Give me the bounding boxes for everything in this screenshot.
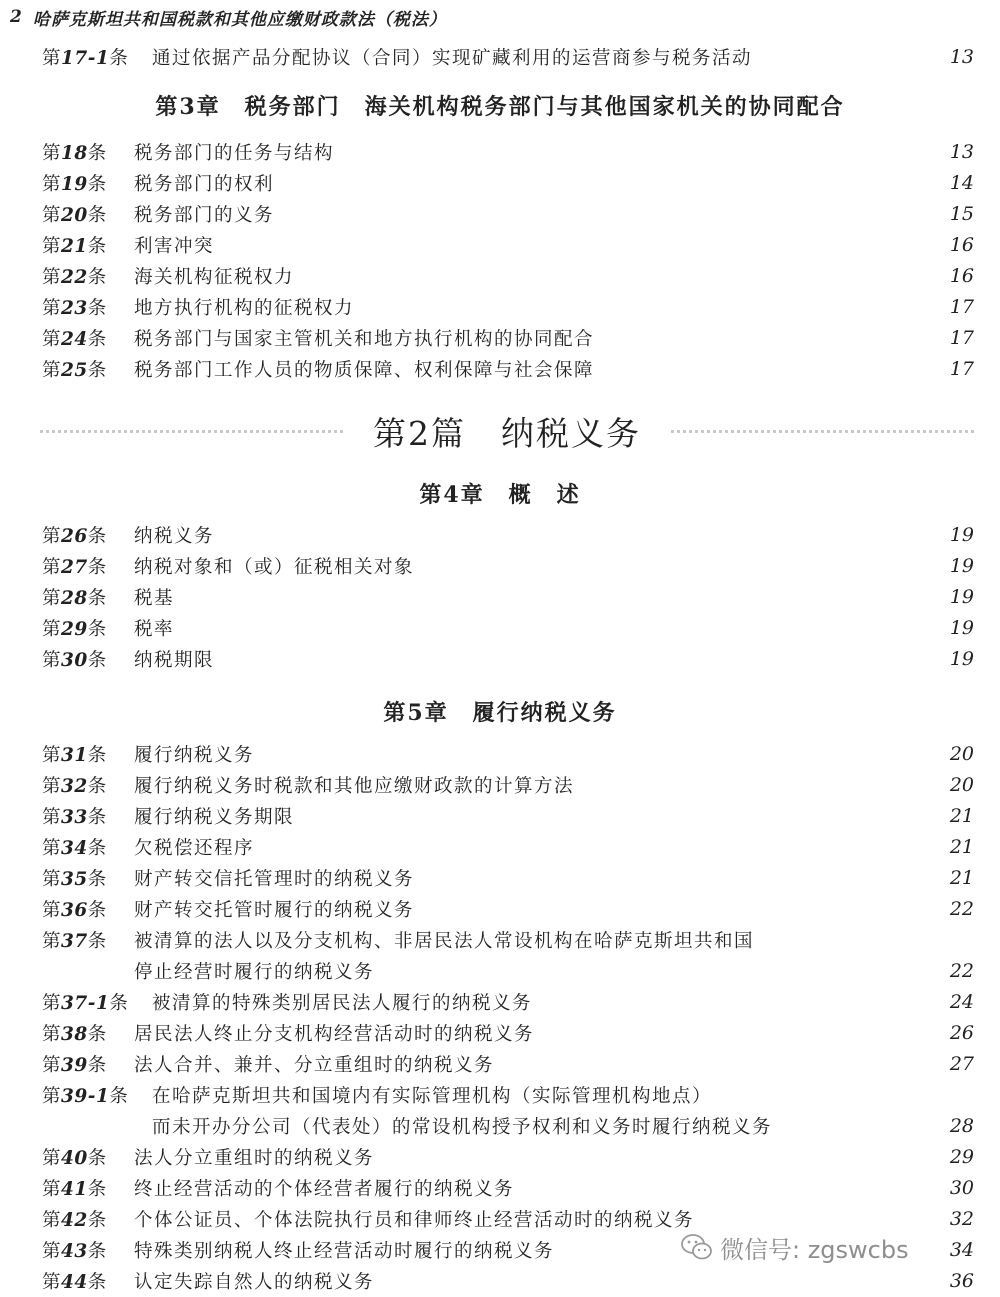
article-number: 第39-1条 (42, 1086, 129, 1107)
toc-entry-39[interactable] (42, 1049, 974, 1079)
page-number: 34 (949, 1239, 974, 1261)
article-title-continued: 而未开办分公司（代表处）的常设机构授予权利和义务时履行纳税义务 (152, 1117, 773, 1138)
wechat-icon (680, 1233, 714, 1261)
toc-entry-36[interactable] (42, 894, 974, 924)
article-title: 认定失踪自然人的纳税义务 (134, 1272, 375, 1293)
article-title: 履行纳税义务时税款和其他应缴财政款的计算方法 (134, 776, 575, 797)
page-number: 36 (949, 1270, 974, 1292)
article-title: 纳税义务 (134, 526, 215, 547)
page-number: 19 (949, 648, 974, 670)
article-title: 被清算的特殊类别居民法人履行的纳税义务 (152, 993, 533, 1014)
page-number: 28 (949, 1115, 974, 1137)
page-number: 21 (949, 836, 974, 858)
toc-entry-31[interactable] (42, 739, 974, 769)
page-number: 26 (949, 1022, 974, 1044)
part-2-heading (40, 408, 974, 454)
article-title: 财产转交托管时履行的纳税义务 (134, 900, 415, 921)
toc-entry-20[interactable] (42, 199, 974, 229)
toc-entry-24[interactable] (42, 323, 974, 353)
page-number: 16 (949, 234, 974, 256)
toc-entry-34[interactable] (42, 832, 974, 862)
page-number: 20 (949, 743, 974, 765)
toc-entry-22[interactable] (42, 261, 974, 291)
page-number: 17 (949, 358, 974, 380)
article-title: 特殊类别纳税人终止经营活动时履行的纳税义务 (134, 1241, 555, 1262)
chapter-3-heading: 第3章 税务部门 海关机构税务部门与其他国家机关的协同配合 (155, 94, 845, 120)
article-title: 终止经营活动的个体经营者履行的纳税义务 (134, 1179, 515, 1200)
article-number: 第21条 (42, 236, 107, 257)
article-number: 第36条 (42, 900, 107, 921)
article-title: 欠税偿还程序 (134, 838, 255, 859)
running-header (10, 4, 447, 30)
page-number: 32 (949, 1208, 974, 1230)
dotted-divider (40, 430, 343, 433)
toc-entry-30[interactable] (42, 644, 974, 674)
toc-entry-35[interactable] (42, 863, 974, 893)
article-number: 第28条 (42, 588, 107, 609)
page-number: 19 (949, 524, 974, 546)
article-number: 第29条 (42, 619, 107, 640)
toc-entry-26[interactable] (42, 520, 974, 550)
article-title: 居民法人终止分支机构经营活动时的纳税义务 (134, 1024, 535, 1045)
article-title: 法人分立重组时的纳税义务 (134, 1148, 375, 1169)
article-number: 第34条 (42, 838, 107, 859)
toc-entry-40[interactable] (42, 1142, 974, 1172)
article-number: 第22条 (42, 267, 107, 288)
article-number: 第26条 (42, 526, 107, 547)
page-number: 15 (949, 203, 974, 225)
toc-entry-39-1[interactable] (42, 1080, 974, 1110)
page-number: 13 (949, 46, 974, 68)
article-title: 通过依据产品分配协议（合同）实现矿藏利用的运营商参与税务活动 (152, 48, 753, 69)
article-title: 税务部门的义务 (134, 205, 275, 226)
article-title: 履行纳税义务期限 (134, 807, 295, 828)
article-title: 税务部门与国家主管机关和地方执行机构的协同配合 (134, 329, 595, 350)
article-number: 第39条 (42, 1055, 107, 1076)
article-number: 第23条 (42, 298, 107, 319)
article-number: 第37条 (42, 931, 107, 952)
article-number: 第31条 (42, 745, 107, 766)
page-number: 19 (949, 586, 974, 608)
page-number: 30 (949, 1177, 974, 1199)
article-title: 法人合并、兼并、分立重组时的纳税义务 (134, 1055, 495, 1076)
page-number: 27 (949, 1053, 974, 1075)
toc-entry-21[interactable] (42, 230, 974, 260)
article-number: 第42条 (42, 1210, 107, 1231)
article-title: 财产转交信托管理时的纳税义务 (134, 869, 415, 890)
article-title: 税务部门工作人员的物质保障、权利保障与社会保障 (134, 360, 595, 381)
article-title: 税率 (134, 619, 175, 640)
article-title: 纳税期限 (134, 650, 215, 671)
article-number: 第35条 (42, 869, 107, 890)
article-title: 税务部门的权利 (134, 174, 275, 195)
article-number: 第20条 (42, 205, 107, 226)
toc-entry-37[interactable] (42, 925, 974, 955)
article-title: 纳税对象和（或）征税相关对象 (134, 557, 415, 578)
article-number: 第25条 (42, 360, 107, 381)
article-title: 被清算的法人以及分支机构、非居民法人常设机构在哈萨克斯坦共和国 (134, 931, 755, 952)
article-title: 地方执行机构的征税权力 (134, 298, 355, 319)
page-number: 21 (949, 805, 974, 827)
article-number: 第32条 (42, 776, 107, 797)
article-number: 第43条 (42, 1241, 107, 1262)
page-number: 29 (949, 1146, 974, 1168)
article-number: 第38条 (42, 1024, 107, 1045)
page-number: 19 (949, 617, 974, 639)
article-title-continued: 停止经营时履行的纳税义务 (134, 962, 375, 983)
chapter-5-heading: 第5章 履行纳税义务 (383, 700, 617, 726)
article-number: 第44条 (42, 1272, 107, 1293)
toc-entry-continuation[interactable] (42, 1111, 974, 1141)
toc-entry-44[interactable] (42, 1266, 974, 1296)
article-title: 税务部门的任务与结构 (134, 143, 335, 164)
header-title: 哈萨克斯坦共和国税款和其他应缴财政款法（税法） (32, 9, 447, 30)
header-page-number: 2 (10, 7, 23, 27)
article-number: 第30条 (42, 650, 107, 671)
toc-entry-32[interactable] (42, 770, 974, 800)
article-number: 第18条 (42, 143, 107, 164)
article-number: 第24条 (42, 329, 107, 350)
article-title: 在哈萨克斯坦共和国境内有实际管理机构（实际管理机构地点） (152, 1086, 713, 1107)
article-title: 利害冲突 (134, 236, 215, 257)
page-number: 22 (949, 960, 974, 982)
toc-entry-18[interactable] (42, 137, 974, 167)
article-number: 第37-1条 (42, 993, 129, 1014)
watermark (680, 1232, 909, 1262)
toc-entry-33[interactable] (42, 801, 974, 831)
toc-entry-29[interactable] (42, 613, 974, 643)
page-number: 17 (949, 296, 974, 318)
article-number: 第27条 (42, 557, 107, 578)
article-title: 个体公证员、个体法院执行员和律师终止经营活动时的纳税义务 (134, 1210, 695, 1231)
article-title: 履行纳税义务 (134, 745, 255, 766)
page-number: 16 (949, 265, 974, 287)
toc-entry-23[interactable] (42, 292, 974, 322)
toc-entry-28[interactable] (42, 582, 974, 612)
article-number: 第19条 (42, 174, 107, 195)
article-number: 第40条 (42, 1148, 107, 1169)
page-number: 13 (949, 141, 974, 163)
article-title: 海关机构征税权力 (134, 267, 295, 288)
watermark-text: 微信号: zgswcbs (720, 1235, 909, 1264)
toc-entry-17-1[interactable] (42, 42, 974, 72)
dotted-divider (671, 430, 974, 433)
toc-entry-19[interactable] (42, 168, 974, 198)
toc-entry-37-1[interactable] (42, 987, 974, 1017)
article-number: 第41条 (42, 1179, 107, 1200)
toc-entry-25[interactable] (42, 354, 974, 384)
page-number: 21 (949, 867, 974, 889)
chapter-4-heading: 第4章 概 述 (419, 482, 581, 508)
article-title: 税基 (134, 588, 175, 609)
page-number: 19 (949, 555, 974, 577)
page-number: 17 (949, 327, 974, 349)
article-number: 第17-1条 (42, 48, 129, 69)
page-number: 14 (949, 172, 974, 194)
toc-entry-continuation[interactable] (42, 956, 974, 986)
article-number: 第33条 (42, 807, 107, 828)
toc-entry-27[interactable] (42, 551, 974, 581)
page-number: 24 (949, 991, 974, 1013)
page-number: 22 (949, 898, 974, 920)
page-number: 20 (949, 774, 974, 796)
part-title: 第2篇 纳税义务 (373, 413, 641, 453)
toc-entry-41[interactable] (42, 1173, 974, 1203)
toc-entry-38[interactable] (42, 1018, 974, 1048)
